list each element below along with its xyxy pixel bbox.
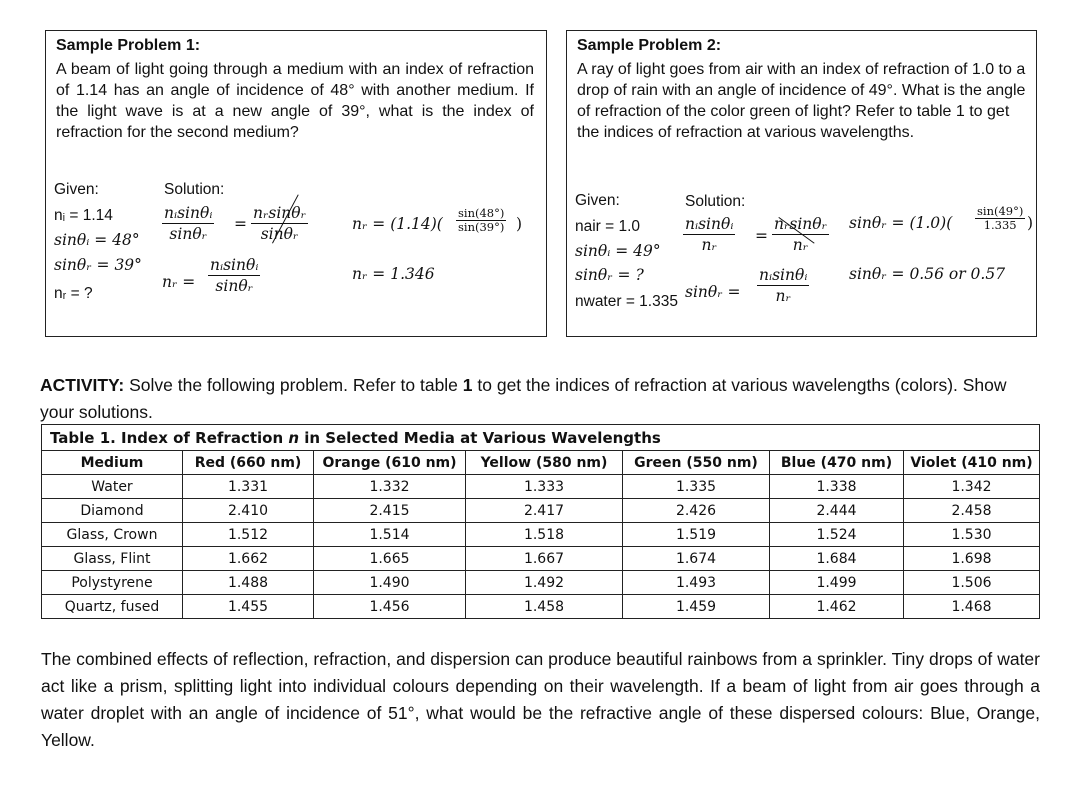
table-cell: 1.698 [904,547,1040,571]
table-cell: 1.338 [770,475,904,499]
table-cell: 1.512 [183,523,314,547]
table-row [42,595,1040,619]
table-cell: 1.333 [466,475,623,499]
problem-1-calc-prefix: nᵣ = (1.14)( [352,215,443,233]
table-cell: 1.667 [466,547,623,571]
problem-1-given-sin-r: sinθᵣ = 39° [54,256,142,274]
problem-1-eq1-left-fraction [162,203,214,244]
table-header-yellow: Yellow (580 nm) [466,451,623,475]
problem-1-eq2-numerator: nᵢsinθᵢ [210,256,259,274]
table-header-green: Green (550 nm) [623,451,770,475]
problem-1-eq1-right-fraction [251,203,308,244]
problem-2-solution-label: Solution: [685,193,746,210]
table-cell: 1.514 [314,523,466,547]
problem-2-calc-suffix: ) [1027,214,1034,232]
problem-2-eq2-denominator: nᵣ [775,287,791,305]
table-row [42,571,1040,595]
table-cell: 2.415 [314,499,466,523]
problem-2-text: A ray of light goes from air with an index of refraction of 1.0 to a drop of rain with an angle of incidence of 49°. What is the angle of refraction of the color green of light? Refer to table 1 to get the indices of refraction at various wavelengths. [577,61,1026,141]
problem-2-given-nair: nair = 1.0 [575,218,641,235]
table-cell: 2.417 [466,499,623,523]
table-caption-prefix: Table 1. Index of Refraction [50,428,289,447]
table-row [42,499,1040,523]
table-cell: 1.518 [466,523,623,547]
problem-2-eq1-left-denominator: nᵣ [701,236,717,254]
sample-problem-2-box [566,30,1037,337]
table-cell: 1.662 [183,547,314,571]
table-header-red: Red (660 nm) [183,451,314,475]
problem-2-eq1-right-denominator: nᵣ [792,236,809,254]
table-header-violet: Violet (410 nm) [904,451,1040,475]
problem-2-given-sin-r: sinθᵣ = ? [575,266,644,284]
problem-2-eq1-left-fraction [683,214,735,255]
table-row [42,523,1040,547]
problem-2-result: sinθᵣ = 0.56 or 0.57 [849,265,1006,283]
problem-1-calc-denominator: sin(39°) [458,220,505,234]
table-cell: 1.462 [770,595,904,619]
problem-1-given-sin-i: sinθᵢ = 48° [54,231,140,249]
table-caption-var: n [288,428,300,447]
table-cell: Diamond [42,499,183,523]
table-cell: 1.458 [466,595,623,619]
problem-1-given-ni: nᵢ = 1.14 [54,207,113,224]
table-cell: 1.459 [623,595,770,619]
problem-2-eq2-lhs: sinθᵣ = [685,283,741,301]
activity-text-before: Solve the following problem. Refer to table [124,375,463,395]
table-cell: Glass, Flint [42,547,183,571]
table-caption [42,425,1040,451]
problem-1-given-nr: nᵣ = ? [54,285,93,302]
problem-2-given-nwater: nwater = 1.335 [575,293,678,310]
rainbow-problem-paragraph: The combined effects of reflection, refraction, and dispersion can produce beautiful rainbows from a sprinkler. Tiny drops of water act like a prism, splitting light into individual colours depending on their wavelength. If a beam of light from air goes through a water droplet with an angle of incidence of 51°, what would be the refractive angle of these dispersed colours: Blue, Orange, Yellow. [41,649,1040,750]
problem-2-given-sin-i: sinθᵢ = 49° [575,242,661,260]
problem-2-eq1-left-numerator: nᵢsinθᵢ [685,215,734,233]
table-cell: 1.335 [623,475,770,499]
problem-2-eq2-numerator: nᵢsinθᵢ [759,266,808,284]
problem-1-eq1-equals: = [234,215,247,233]
problem-2-eq1-right-numerator: nᵣsinθᵣ [774,215,827,233]
table-cell: 1.488 [183,571,314,595]
problem-1-eq1-left-numerator: nᵢsinθᵢ [164,204,213,222]
table-cell: Quartz, fused [42,595,183,619]
problem-2-calc-denominator: 1.335 [983,218,1017,232]
table-row [42,475,1040,499]
table-cell: 2.426 [623,499,770,523]
activity-label: ACTIVITY: [40,375,125,395]
refraction-index-table [41,424,1040,619]
problem-1-result: nᵣ = 1.346 [352,265,435,283]
table-cell: 2.458 [904,499,1040,523]
problem-1-eq1-right-denominator: sinθᵣ [260,225,299,243]
problem-1-title: Sample Problem 1: [56,37,201,54]
table-cell: 1.332 [314,475,466,499]
table-cell: 1.490 [314,571,466,595]
table-cell: Water [42,475,183,499]
table-header-medium: Medium [42,451,183,475]
table-cell: 1.665 [314,547,466,571]
table-cell: Glass, Crown [42,523,183,547]
table-cell: 1.455 [183,595,314,619]
table-cell: 1.342 [904,475,1040,499]
table-cell: 1.506 [904,571,1040,595]
problem-1-eq1-right-numerator: nᵣsinθᵣ [253,204,306,222]
table-cell: 1.331 [183,475,314,499]
problem-2-calc-prefix: sinθᵣ = (1.0)( [849,214,953,232]
problem-2-given-label: Given: [575,192,620,209]
problem-1-calc-suffix: ) [516,215,523,233]
problem-1-eq2-denominator: sinθᵣ [215,277,254,295]
sample-problem-1-box [45,30,547,337]
table-row [42,547,1040,571]
problem-2-eq2-fraction [757,265,809,306]
problem-1-eq2-lhs: nᵣ = [162,273,196,291]
table-cell: 2.410 [183,499,314,523]
table-header-blue: Blue (470 nm) [770,451,904,475]
table-cell: 1.684 [770,547,904,571]
table-caption-suffix: in Selected Media at Various Wavelengths [299,428,661,447]
problem-2-calc-numerator: sin(49°) [977,204,1024,218]
activity-instructions [40,372,1040,426]
problem-1-given-label: Given: [54,181,99,198]
problem-2-calc-fraction [975,205,1025,232]
table-header-orange: Orange (610 nm) [314,451,466,475]
table-cell: 1.492 [466,571,623,595]
problem-2-eq1-equals: = [755,227,768,245]
table-cell: 1.493 [623,571,770,595]
problem-1-eq2-fraction [208,255,260,296]
problem-1-calc-fraction [456,207,506,234]
table-header-row [42,451,1040,475]
problem-1-solution-label: Solution: [164,181,225,198]
table-cell: 2.444 [770,499,904,523]
table-cell: 1.674 [623,547,770,571]
table-cell: 1.530 [904,523,1040,547]
table-cell: 1.499 [770,571,904,595]
table-cell: 1.519 [623,523,770,547]
activity-text-after: to get the indices of refraction at various wavelengths (colors). Show your solutions. [40,375,1007,422]
table-cell: Polystyrene [42,571,183,595]
problem-1-calc-numerator: sin(48°) [458,206,505,220]
problem-1-text: A beam of light going through a medium with an index of refraction of 1.14 has an angle of incidence of 48° with another medium. If the light wave is at a new angle of 39°, what is the index of refraction for the second medium? [56,61,534,141]
activity-table-ref: 1 [462,375,473,395]
table-cell: 1.524 [770,523,904,547]
problem-2-title: Sample Problem 2: [577,37,722,54]
table-cell: 1.468 [904,595,1040,619]
problem-1-eq1-left-denominator: sinθᵣ [169,225,208,243]
table-caption-row [42,425,1040,451]
table-cell: 1.456 [314,595,466,619]
